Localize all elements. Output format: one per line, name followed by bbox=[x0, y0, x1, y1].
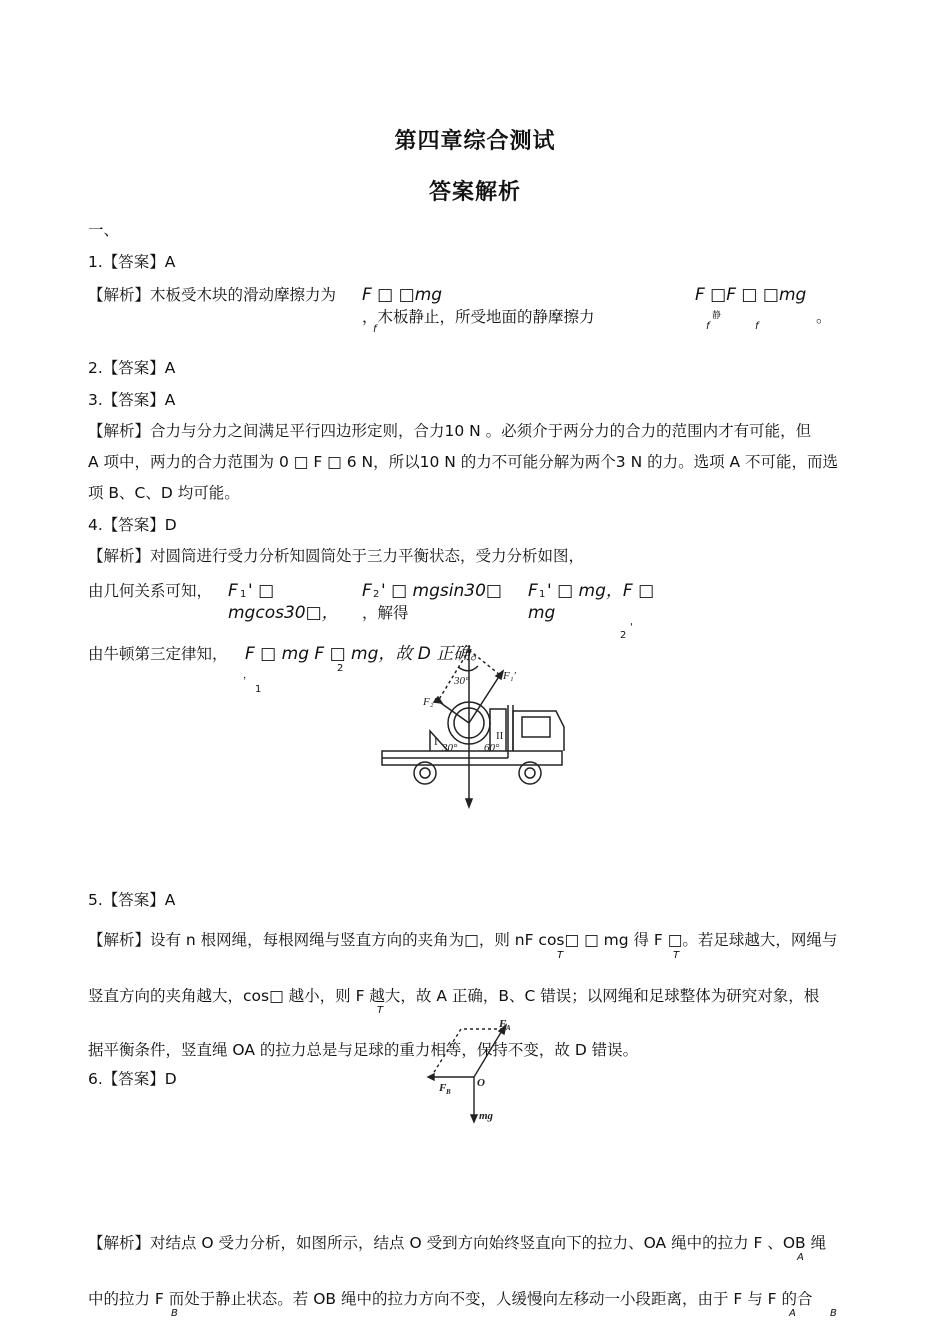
page-title: 第四章综合测试 bbox=[394, 129, 556, 154]
node-force-figure bbox=[425, 1015, 535, 1125]
q4-fig-f1p: F₁′ bbox=[503, 670, 516, 682]
q4-newton-comma: ， bbox=[243, 670, 253, 681]
q4-f3-sub2: 2 bbox=[620, 630, 627, 641]
q5-line-1: 【解析】设有 n 根网绳，每根网绳与竖直方向的夹角为□，则 nF cos□ □ mg 得 F □。若足球越大，网绳与 bbox=[88, 931, 838, 949]
page-subtitle: 答案解析 bbox=[428, 180, 521, 205]
q4-f3-value: mg bbox=[528, 603, 556, 623]
q6-sub-a1: A bbox=[797, 1252, 804, 1263]
q6-line-1: 【解析】对结点 O 受力分析，如图所示，结点 O 受到方向始终竖直向下的拉力、OA 绳中的拉力 F 、OB 绳 bbox=[88, 1234, 827, 1252]
q4-newton-label: 由牛顿第三定律知， bbox=[88, 645, 228, 663]
q3-line-2: A 项中，两力的合力范围为 0 □ F □ 6 N，所以10 N 的力不可能分解为两个3 N 的力。选项 A 不可能，而选 bbox=[88, 453, 839, 471]
q4-f1-sub: 1 bbox=[240, 589, 247, 600]
truck-cylinder-figure bbox=[378, 645, 578, 810]
q4-f3-symbol: F bbox=[528, 581, 538, 601]
q5-line-3: 据平衡条件，竖直绳 OA 的拉力总是与足球的重力相等，保持不变，故 D 错误。 bbox=[88, 1041, 639, 1059]
q1-answer: 1.【答案】A bbox=[88, 253, 176, 271]
q5-sub-t2: T bbox=[673, 950, 680, 961]
q4-fig-angle-left: 30° bbox=[442, 742, 458, 754]
q5-fig-fb: F bbox=[439, 1082, 447, 1094]
q1-formula-2: F □F □ □mg bbox=[695, 285, 807, 305]
q1-sub-f2: f bbox=[706, 321, 710, 332]
q4-f2-rest: ' □ mgsin30□ bbox=[381, 581, 502, 601]
q4-f3-rest: ' □ mg，F □ bbox=[547, 581, 655, 601]
q2-answer: 2.【答案】A bbox=[88, 359, 176, 377]
q5-fig-fa: F bbox=[499, 1018, 507, 1030]
q4-fig-roman-1: I bbox=[434, 736, 438, 748]
q5-fig-mg: mg bbox=[479, 1110, 494, 1122]
q6-sub-a2: A bbox=[789, 1308, 796, 1319]
q5-fig-fa-sub: A bbox=[506, 1024, 511, 1032]
q1-formula-1: F □ □mg bbox=[362, 285, 443, 305]
q4-f1-rest: ' □ bbox=[248, 581, 275, 601]
q5-answer: 5.【答案】A bbox=[88, 891, 176, 909]
q1-sub-f3: f bbox=[755, 321, 759, 332]
q1-explanation-b: ，木板静止，所受地面的静摩擦力 bbox=[362, 308, 595, 326]
q1-explanation-a: 【解析】木板受木块的滑动摩擦力为 bbox=[88, 286, 337, 304]
q4-line-1: 【解析】对圆筒进行受力分析知圆筒处于三力平衡状态，受力分析如图， bbox=[88, 547, 585, 565]
section-label: 一、 bbox=[88, 221, 120, 239]
q3-line-1: 【解析】合力与分力之间满足平行四边形定则，合力10 N 。必须介于两分力的合力的范围内才有可能，但 bbox=[88, 422, 812, 440]
q3-line-3: 项 B、C、D 均可能。 bbox=[88, 484, 240, 502]
q4-f1-symbol: F bbox=[228, 581, 238, 601]
q4-f3-sub: 1 bbox=[539, 589, 546, 600]
q4-geometry-label: 由几何关系可知， bbox=[88, 582, 213, 600]
q5-sub-t1: T bbox=[557, 950, 564, 961]
q4-f2-solve: ，解得 bbox=[362, 604, 409, 622]
q4-fig-angle-right: 60° bbox=[484, 742, 500, 754]
q4-answer: 4.【答案】D bbox=[88, 516, 177, 534]
q4-f2-sub: 2 bbox=[373, 589, 380, 600]
q5-line-2: 竖直方向的夹角越大，cos□ 越小，则 F 越大，故 A 正确，B、C 错误；以网绳和足球整体为研究对象，根 bbox=[88, 987, 820, 1005]
q4-fig-angle-top: 30° bbox=[454, 675, 470, 687]
q4-f1-value: mgcos30□， bbox=[228, 603, 339, 623]
q4-fig-roman-2: II bbox=[496, 730, 504, 742]
q4-f3-prime: ' bbox=[630, 622, 633, 633]
q4-newton-formula: F □ mg F □ mg，故 D 正确。 bbox=[245, 644, 488, 664]
q5-sub-t3: T bbox=[377, 1005, 384, 1016]
q5-fig-o: O bbox=[477, 1077, 485, 1089]
q4-newton-sub1: 1 bbox=[255, 684, 262, 695]
q5-fig-fb-sub: B bbox=[446, 1088, 451, 1096]
q1-period: 。 bbox=[816, 308, 832, 326]
q6-answer: 6.【答案】D bbox=[88, 1070, 177, 1088]
q6-sub-b1: B bbox=[171, 1308, 178, 1319]
q6-line-2: 中的拉力 F 而处于静止状态。若 OB 绳中的拉力方向不变，人缓慢向左移动一小段距离，由于 F 与 F 的合 bbox=[88, 1290, 813, 1308]
q1-sup-jing: 静 bbox=[712, 311, 722, 321]
q1-sub-f1: f bbox=[373, 324, 377, 335]
q3-answer: 3.【答案】A bbox=[88, 391, 176, 409]
q4-f2-symbol: F bbox=[362, 581, 372, 601]
q4-fig-f2p: F₂′ bbox=[423, 696, 436, 708]
q4-newton-sub2: 2 bbox=[337, 663, 344, 674]
q6-sub-b2: B bbox=[830, 1308, 837, 1319]
